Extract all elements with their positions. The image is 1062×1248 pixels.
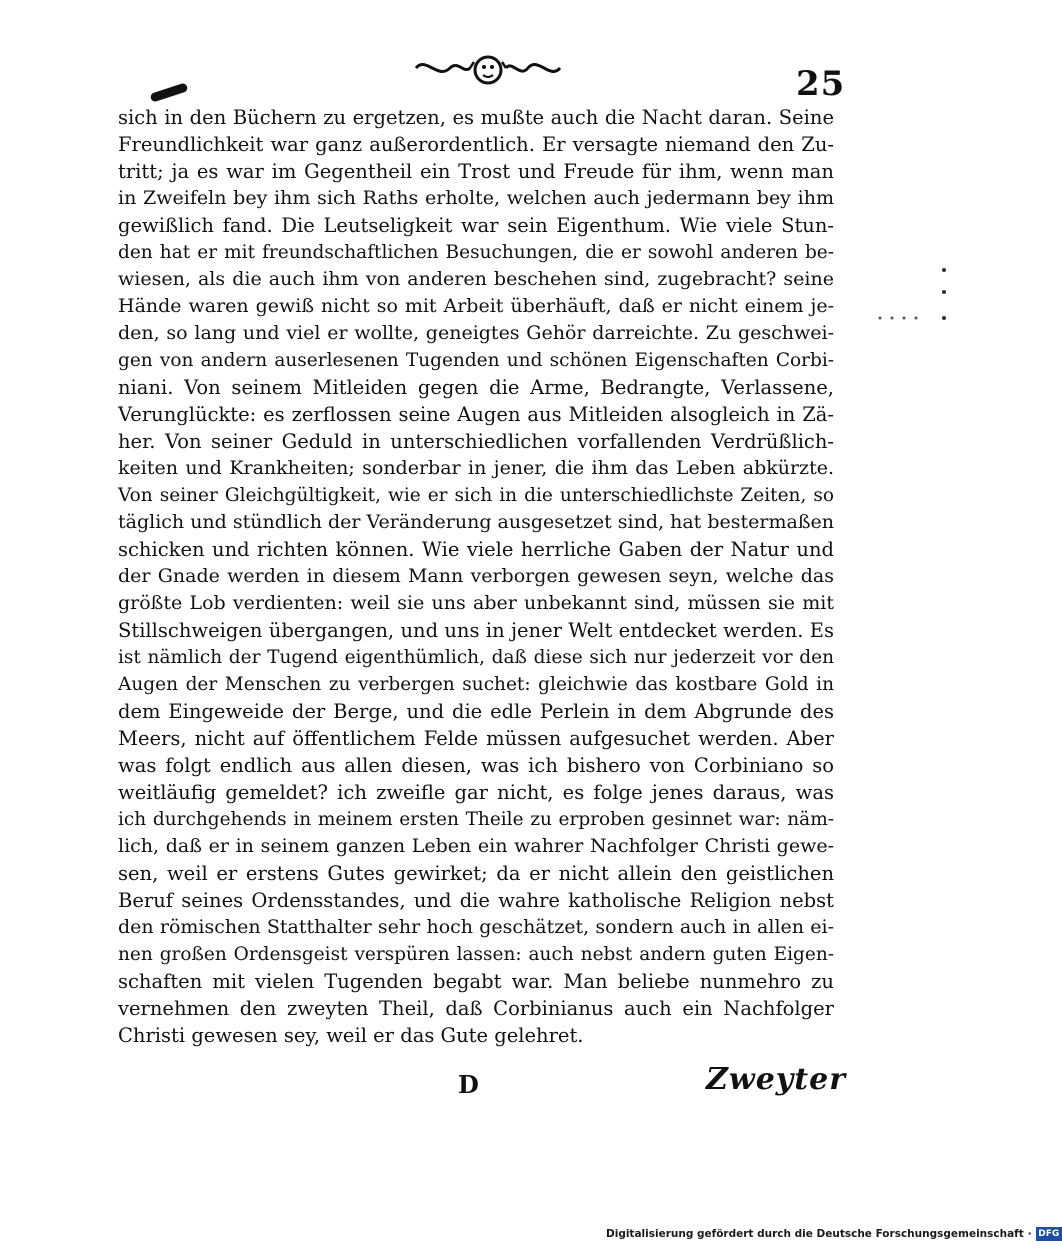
text-line: ich durchgehends in meinem ersten Theile zu erproben gesinnet war: näm- — [118, 809, 834, 830]
dfg-footer — [606, 1226, 1062, 1242]
text-line: wiesen, als die auch ihm von anderen beschehen sind, zugebracht? seine — [118, 268, 834, 290]
text-line: gen von andern auserlesenen Tugenden und schönen Eigenschaften Corbi- — [118, 350, 834, 371]
text-line: niani. Von seinem Mitleiden gegen die Arme, Bedrangte, Verlassene, — [118, 376, 834, 399]
text-line: den römischen Statthalter sehr hoch geschätzet, sondern auch in allen ei- — [118, 916, 834, 938]
text-line: schicken und richten können. Wie viele herrliche Gaben der Natur und — [118, 538, 834, 561]
text-line: lich, daß er in seinem ganzen Leben ein wahrer Nachfolger Christi gewe- — [118, 835, 834, 857]
catchword: Zweyter — [706, 1062, 846, 1097]
text-line: Meers, nicht auf öffentlichem Felde müssen aufgesuchet werden. Aber — [118, 727, 834, 750]
text-line: sen, weil er erstens Gutes gewirket; da er nicht allein den geistlichen — [118, 862, 834, 885]
signature-mark: D — [458, 1070, 479, 1099]
text-line: vernehmen den zweyten Theil, daß Corbinianus auch ein Nachfolger — [118, 997, 834, 1020]
text-line: Hände waren gewiß nicht so mit Arbeit überhäuft, daß er nicht einem je- — [118, 295, 834, 317]
dfg-logo: DFG — [1036, 1227, 1062, 1241]
text-line: gewißlich fand. Die Leutseligkeit war sein Eigenthum. Wie viele Stun- — [118, 214, 834, 237]
text-line: Von seiner Gleichgültigkeit, wie er sich in die unterschiedlichste Zeiten, so — [118, 485, 834, 506]
text-line: sich in den Büchern zu ergetzen, es mußte auch die Nacht daran. Seine — [118, 106, 834, 129]
text-line: Freundlichkeit war ganz außerordentlich. Er versagte niemand den Zu- — [118, 133, 834, 156]
text-line: tritt; ja es war im Gegentheil ein Trost und Freude für ihm, wenn man — [118, 160, 834, 183]
body-text — [118, 104, 834, 1049]
text-line: täglich und stündlich der Veränderung ausgesetzet sind, hat bestermaßen — [118, 511, 834, 533]
text-line: Christi gewesen sey, weil er das Gute gelehret. — [118, 1024, 584, 1047]
text-line: in Zweifeln bey ihm sich Raths erholte, welchen auch jedermann bey ihm — [118, 187, 834, 209]
footer-credit: Digitalisierung gefördert durch die Deutsche Forschungsgemeinschaft — [606, 1228, 1024, 1240]
text-line: Stillschweigen übergangen, und uns in jener Welt entdecket werden. Es — [118, 619, 834, 642]
text-line: den, so lang und viel er wollte, geneigtes Gehör darreichte. Zu geschwei- — [118, 322, 834, 344]
text-line: Verunglückte: es zerflossen seine Augen aus Mitleiden alsogleich in Zä- — [118, 403, 834, 426]
text-line: den hat er mit freundschaftlichen Besuchungen, die er sowohl anderen be- — [118, 242, 834, 263]
text-line: der Gnade werden in diesem Mann verborgen gewesen seyn, welche das — [118, 565, 834, 587]
ornament-icon — [408, 50, 568, 90]
text-line: nen großen Ordensgeist verspüren lassen: auch nebst andern guten Eigen- — [118, 944, 834, 965]
text-line: schaften mit vielen Tugenden begabt war. Man beliebe nunmehro zu — [118, 970, 834, 993]
scan-mark-icon — [150, 82, 189, 102]
text-line: ist nämlich der Tugend eigenthümlich, daß diese sich nur jederzeit vor den — [118, 647, 834, 668]
text-line: her. Von seiner Geduld in unterschiedlichen vorfallenden Verdrüßlich- — [118, 430, 834, 453]
margin-marks-icon — [870, 262, 960, 332]
text-line: keiten und Krankheiten; sonderbar in jener, die ihm das Leben abkürzte. — [118, 457, 834, 479]
footer-dash: · — [1027, 1228, 1032, 1240]
text-line: Augen der Menschen zu verbergen suchet: gleichwie das kostbare Gold in — [118, 674, 834, 695]
text-line: was folgt endlich aus allen diesen, was ich bishero von Corbiniano so — [118, 754, 834, 777]
page-number: 25 — [796, 64, 846, 104]
text-line: größte Lob verdienten: weil sie uns aber unbekannt sind, müssen sie mit — [118, 592, 834, 614]
text-line: Beruf seines Ordensstandes, und die wahre katholische Religion nebst — [118, 889, 834, 912]
text-line: weitläufig gemeldet? ich zweifle gar nicht, es folge jenes daraus, was — [118, 781, 834, 804]
text-line: dem Eingeweide der Berge, und die edle Perlein in dem Abgrunde des — [118, 700, 834, 723]
